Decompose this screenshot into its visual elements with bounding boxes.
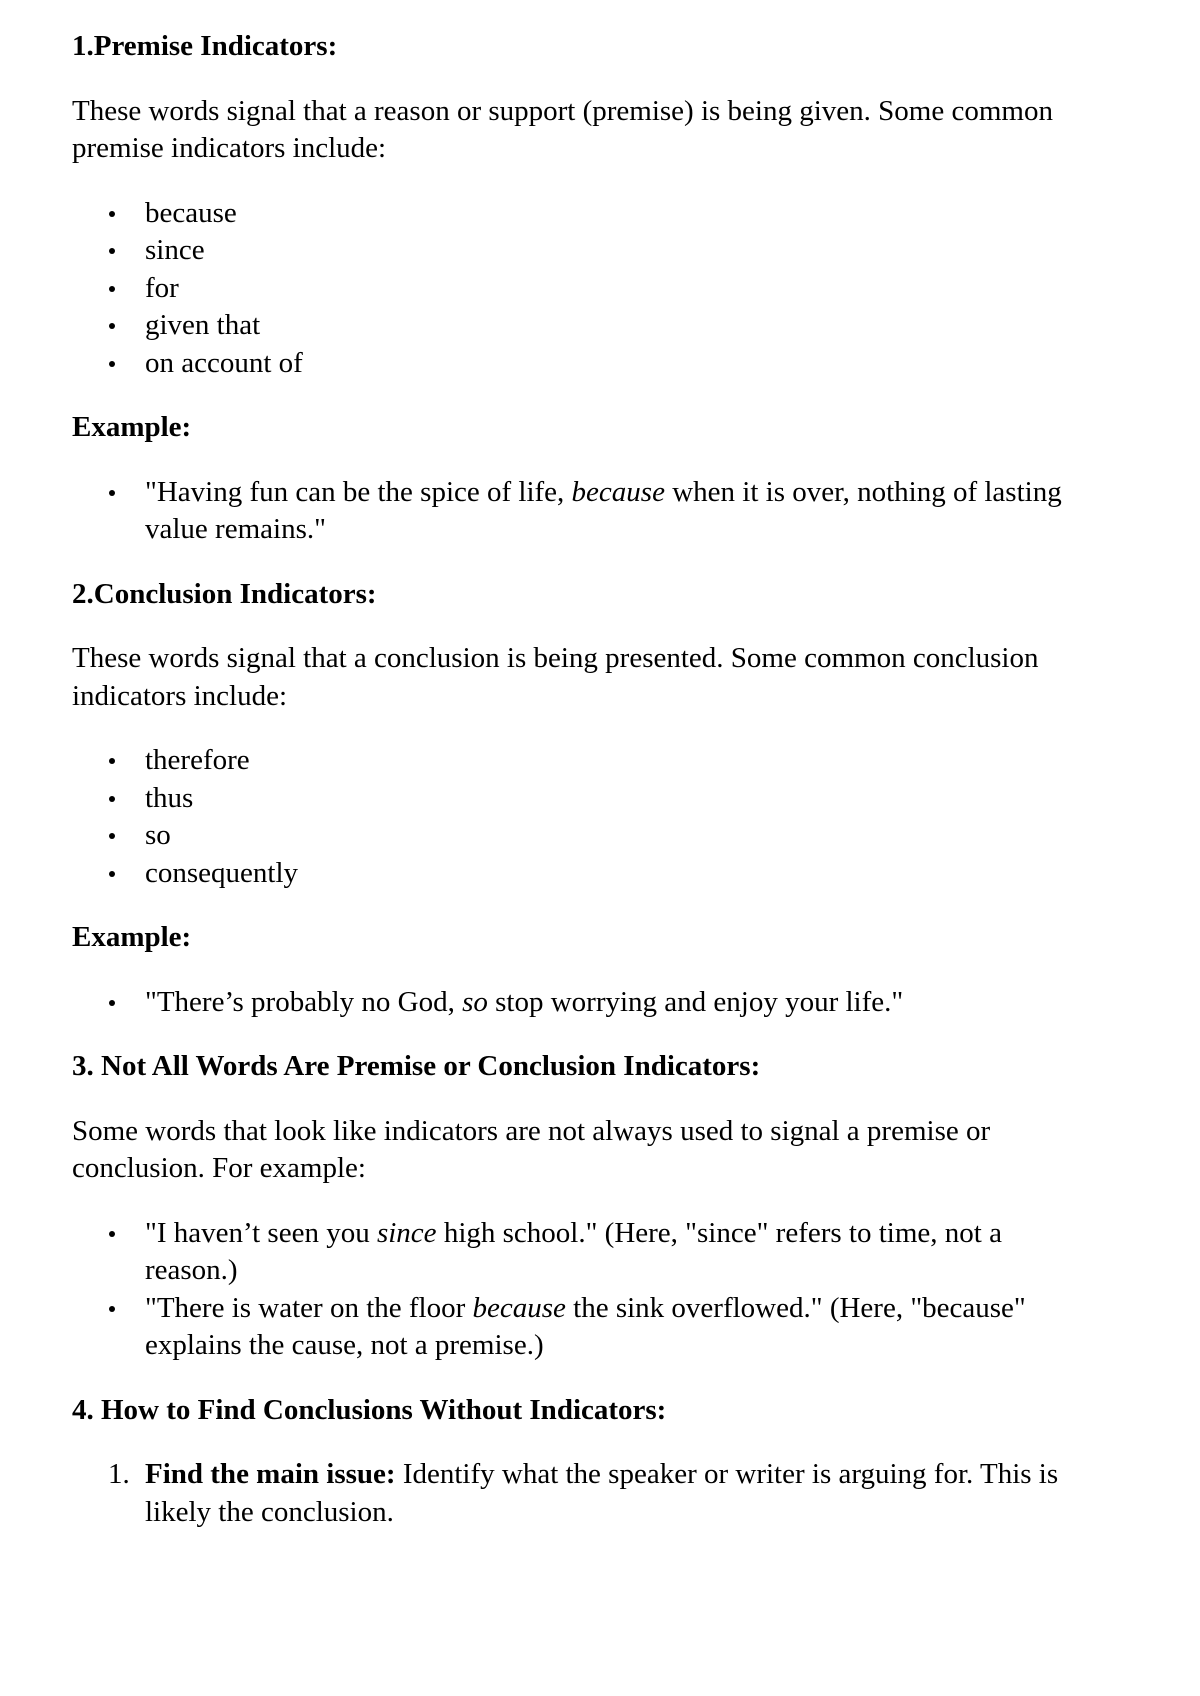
conclusion-indicator-list xyxy=(72,742,1072,892)
bullet-icon xyxy=(109,286,115,292)
premise-indicator-list xyxy=(72,195,1072,383)
premise-intro: These words signal that a reason or support (premise) is being given. Some common premise indicators include: xyxy=(72,94,1053,164)
list-item: since xyxy=(72,232,1072,270)
example-item: "Having fun can be the spice of life, because when it is over, nothing of lasting value remains." xyxy=(72,474,1072,549)
section-heading-not-all: 3. Not All Words Are Premise or Conclusion Indicators: xyxy=(72,1050,761,1082)
premise-example-list xyxy=(72,474,1072,549)
bullet-icon xyxy=(109,361,115,367)
bullet-icon xyxy=(109,758,115,764)
bullet-icon xyxy=(109,1306,115,1312)
list-item: thus xyxy=(72,780,1072,818)
section-heading-premise: 1.Premise Indicators: xyxy=(72,30,338,62)
list-item: because xyxy=(72,195,1072,233)
not-all-intro: Some words that look like indicators are not always used to signal a premise or conclusion. For example: xyxy=(72,1114,991,1184)
bullet-icon xyxy=(109,833,115,839)
bullet-icon xyxy=(109,323,115,329)
list-item: given that xyxy=(72,307,1072,345)
bullet-icon xyxy=(109,248,115,254)
bullet-icon xyxy=(109,871,115,877)
step-number: 1. xyxy=(108,1458,130,1490)
section-heading-how-to: 4. How to Find Conclusions Without Indicators: xyxy=(72,1393,667,1426)
not-all-example-list xyxy=(72,1215,1072,1365)
example-label: Example: xyxy=(72,411,192,443)
bullet-icon xyxy=(109,490,115,496)
step-item: 1. Find the main issue: Identify what the speaker or writer is arguing for. This is likely the conclusion. xyxy=(108,1458,1059,1528)
example-item: "I haven’t seen you since high school." (Here, "since" refers to time, not a reason.) xyxy=(72,1215,1072,1290)
list-item: therefore xyxy=(72,742,1072,780)
bullet-icon xyxy=(109,796,115,802)
how-to-steps xyxy=(72,1456,1072,1531)
document-page xyxy=(72,28,1072,1558)
list-item: so xyxy=(72,817,1072,855)
example-item: "There is water on the floor because the sink overflowed." (Here, "because" explains the cause, not a premise.) xyxy=(72,1290,1072,1365)
bullet-icon xyxy=(109,1000,115,1006)
bullet-icon xyxy=(109,1231,115,1237)
list-item: consequently xyxy=(72,855,1072,893)
example-item: "There’s probably no God, so stop worrying and enjoy your life." xyxy=(72,984,1072,1022)
conclusion-example-list xyxy=(72,984,1072,1022)
example-label: Example: xyxy=(72,921,192,953)
section-heading-conclusion: 2.Conclusion Indicators: xyxy=(72,577,377,610)
conclusion-intro: These words signal that a conclusion is being presented. Some common conclusion indicators include: xyxy=(72,642,1039,712)
bullet-icon xyxy=(109,211,115,217)
list-item: on account of xyxy=(72,345,1072,383)
list-item: for xyxy=(72,270,1072,308)
